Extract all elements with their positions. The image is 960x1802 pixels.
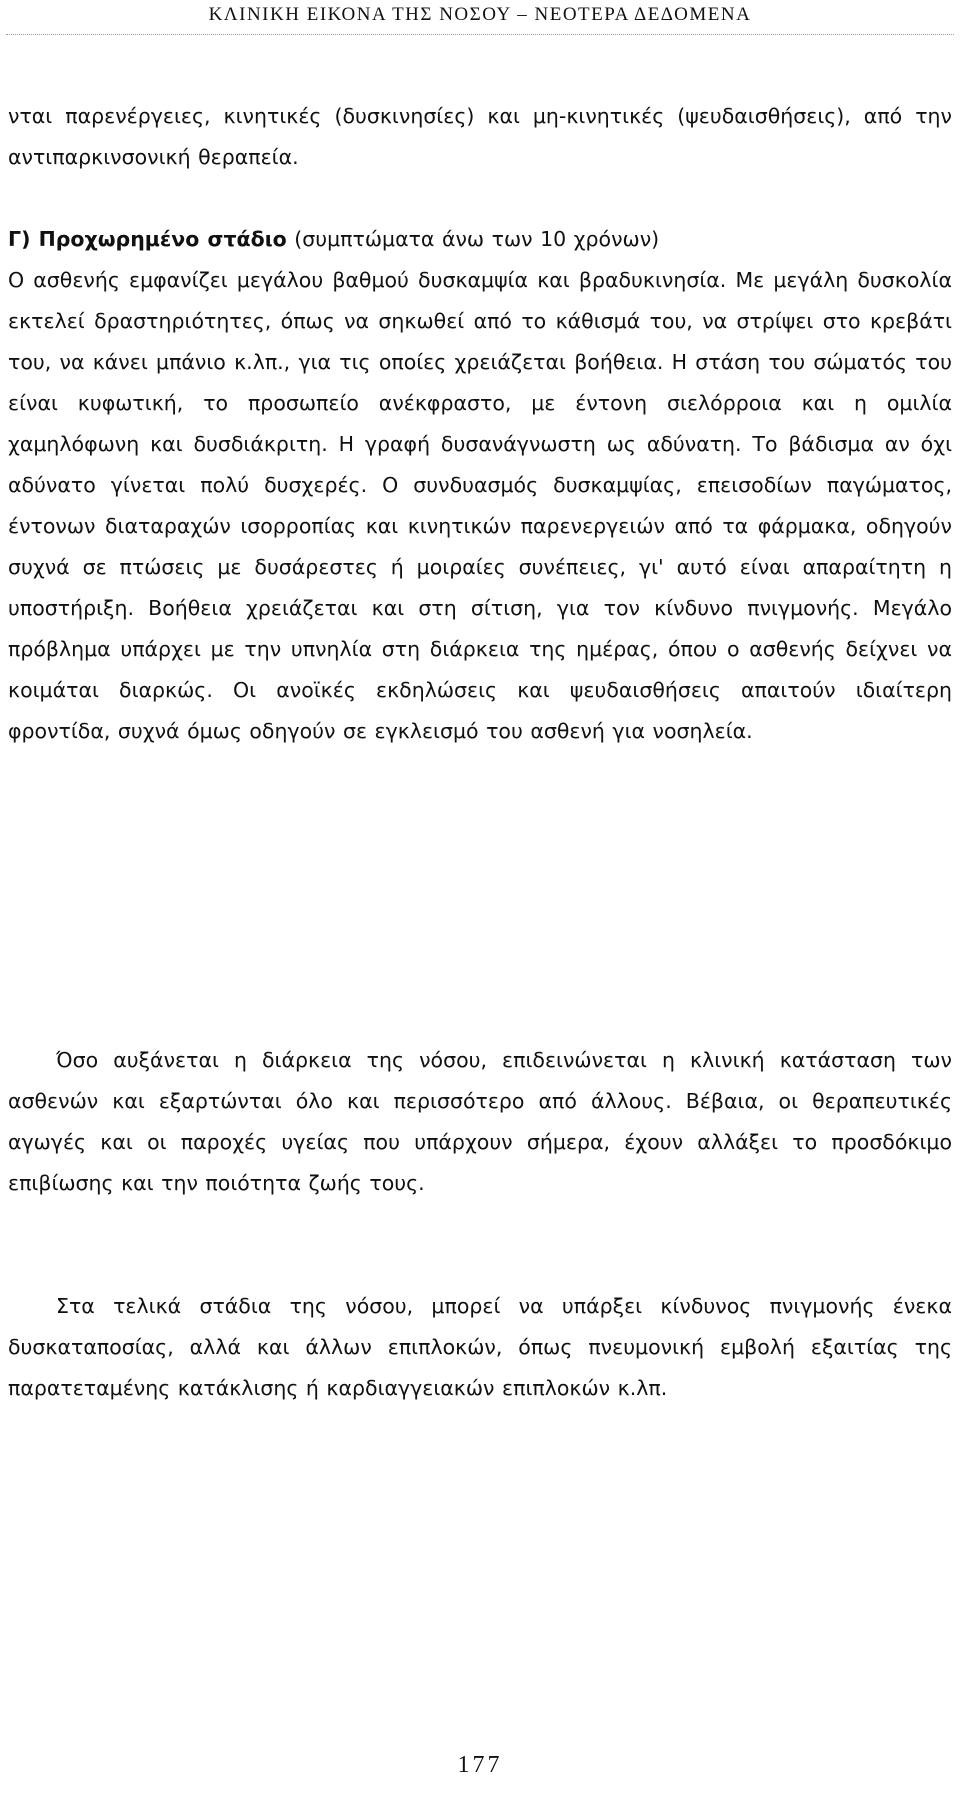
- section-note: (συμπτώματα άνω των 10 χρόνων): [286, 227, 660, 251]
- continuation-paragraph: [8, 96, 952, 178]
- running-title: ΚΛΙΝΙΚΗ ΕΙΚΟΝΑ ΤΗΣ ΝΟΣΟΥ – ΝΕΟΤΕΡΑ ΔΕΔΟΜΕΝΑ: [208, 4, 752, 25]
- paragraph-advanced-stage: Ο ασθενής εμφανίζει μεγάλου βαθμού δυσκαμψία και βραδυκινησία. Με μεγάλη δυσκολία εκτελεί δραστηριότητες, όπως να σηκωθεί από το κάθισμά του, να στρίψει στο κρεβάτι του, να κάνει μπάνιο κ.λπ., για τις οποίες χρειάζεται βοήθεια. Η στάση του σώματός του είναι κυφωτική, το προσωπείο ανέκφραστο, με έντονη σιελόρροια και η ομιλία χαμηλόφωνη και δυσδιάκριτη. Η γραφή δυσανάγνωστη ως αδύνατη. Το βάδισμα αν όχι αδύνατο γίνεται πολύ δυσχερές. Ο συνδυασμός δυσκαμψίας, επεισοδίων παγώματος, έντονων διαταραχών ισορροπίας και κινητικών παρενεργειών από τα φάρμακα, οδηγούν συχνά σε πτώσεις με δυσάρεστες ή μοιραίες συνέπειες, γι' αυτό είναι απαραίτητη η υποστήριξη. Βοήθεια χρειάζεται και στη σίτιση, για τον κίνδυνο πνιγμονής. Μεγάλο πρόβλημα υπάρχει με την υπνηλία στη διάρκεια της ημέρας, όπου ο ασθενής δείχνει να κοιμάται διαρκώς. Οι ανοϊκές εκδηλώσεις και ψευδαισθήσεις απαιτούν ιδιαίτερη φροντίδα, συχνά όμως οδηγούν σε εγκλεισμό του ασθενή για νοσηλεία.: [8, 268, 952, 743]
- final-stages-section: [8, 1286, 952, 1409]
- section-label: Γ) Προχωρημένο στάδιο: [8, 227, 287, 251]
- paragraph-final-stages: Στα τελικά στάδια της νόσου, μπορεί να υπάρξει κίνδυνος πνιγμονής ένεκα δυσκαταποσίας, αλλά και άλλων επιπλοκών, όπως πνευμονική εμβολή εξαιτίας της παρατεταμένης κατάκλισης ή καρδιαγγειακών επιπλοκών κ.λπ.: [8, 1294, 952, 1400]
- advanced-stage-section: [8, 219, 952, 752]
- section-heading: [8, 219, 952, 260]
- progression-section: [8, 1040, 952, 1204]
- page-number: 177: [457, 1752, 503, 1778]
- header-rule: [6, 34, 954, 35]
- paragraph-progression: Όσο αυξάνεται η διάρκεια της νόσου, επιδεινώνεται η κλινική κατάσταση των ασθενών και εξαρτώνται όλο και περισσότερο από άλλους. Βέβαια, οι θεραπευτικές αγωγές και οι παροχές υγείας που υπάρχουν σήμερα, έχουν αλλάξει το προσδόκιμο επιβίωσης και την ποιότητα ζωής τους.: [8, 1048, 952, 1195]
- continuation-text: νται παρενέργειες, κινητικές (δυσκινησίες) και μη-κινητικές (ψευδαισθήσεις), από την αντιπαρκινσονική θεραπεία.: [8, 104, 952, 169]
